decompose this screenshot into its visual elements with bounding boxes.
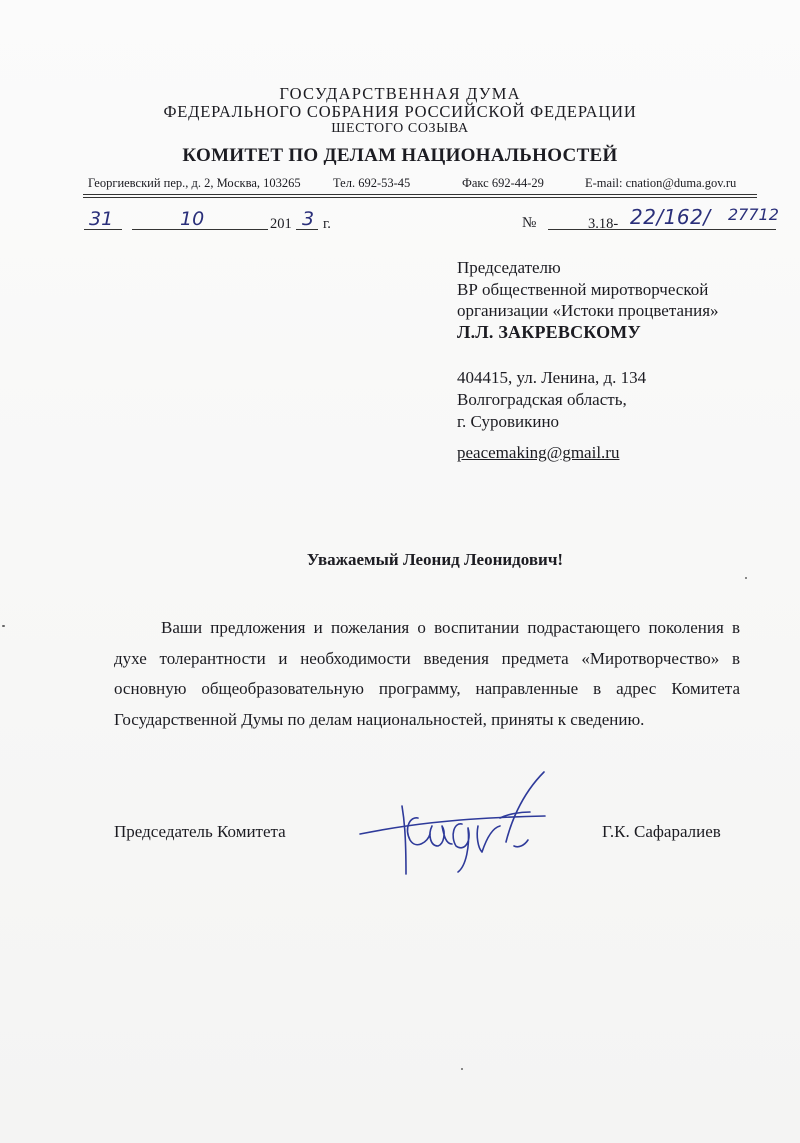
addressee-name: Л.Л. ЗАКРЕВСКОМУ <box>457 322 641 342</box>
addressee-position: Председателю <box>457 258 561 277</box>
date-year-digit: 3 <box>302 208 315 230</box>
signatory-name: Г.К. Сафаралиев <box>602 822 721 841</box>
addressee-street: 404415, ул. Ленина, д. 134 <box>457 368 647 387</box>
committee-title: КОМИТЕТ ПО ДЕЛАМ НАЦИОНАЛЬНОСТЕЙ <box>182 145 618 166</box>
letter-body <box>114 613 740 735</box>
number-symbol: № <box>522 215 537 231</box>
scan-speck <box>2 625 5 627</box>
contact-email: E-mail: cnation@duma.gov.ru <box>585 176 737 190</box>
scan-speck <box>461 1068 463 1070</box>
number-handwritten-2: 27712 <box>728 205 779 224</box>
body-paragraph: Ваши предложения и пожелания о воспитании подрастающего поколения в духе толерантности и необходимости введения предмета «Миротворчество» в основную общеобразовательную программу, направленные в адрес Комитета Государственной Думы по делам национальностей, приняты к сведению. <box>114 618 740 729</box>
header-assembly: ФЕДЕРАЛЬНОГО СОБРАНИЯ РОССИЙСКОЙ ФЕДЕРАЦИИ <box>163 102 637 121</box>
signatory-title: Председатель Комитета <box>114 822 286 841</box>
header-rule <box>83 194 757 195</box>
header-rule-secondary <box>83 197 757 198</box>
contact-phone: Тел. 692-53-45 <box>333 176 411 190</box>
contact-fax: Факс 692-44-29 <box>462 176 544 190</box>
number-handwritten: 22/162/ <box>630 205 711 229</box>
date-day: 31 <box>89 208 114 230</box>
number-prefix: 3.18- <box>588 216 619 232</box>
contact-address: Георгиевский пер., д. 2, Москва, 103265 <box>88 176 301 190</box>
addressee-email[interactable]: peacemaking@gmail.ru <box>457 443 620 462</box>
date-year-prefix: 201 <box>270 216 292 232</box>
addressee-organization-line2: организации «Истоки процветания» <box>457 301 719 320</box>
handwritten-signature <box>340 756 560 886</box>
salutation: Уважаемый Леонид Леонидович! <box>306 550 564 569</box>
header-convocation: ШЕСТОГО СОЗЫВА <box>331 121 469 136</box>
addressee-region: Волгоградская область, <box>457 390 627 409</box>
addressee-city: г. Суровикино <box>457 412 560 431</box>
date-year-suffix: г. <box>323 216 331 232</box>
header-duma: ГОСУДАРСТВЕННАЯ ДУМА <box>279 84 521 103</box>
scan-speck <box>745 577 747 579</box>
date-month: 10 <box>180 208 205 230</box>
addressee-organization-line1: ВР общественной миротворческой <box>457 280 709 299</box>
number-line <box>548 229 776 230</box>
